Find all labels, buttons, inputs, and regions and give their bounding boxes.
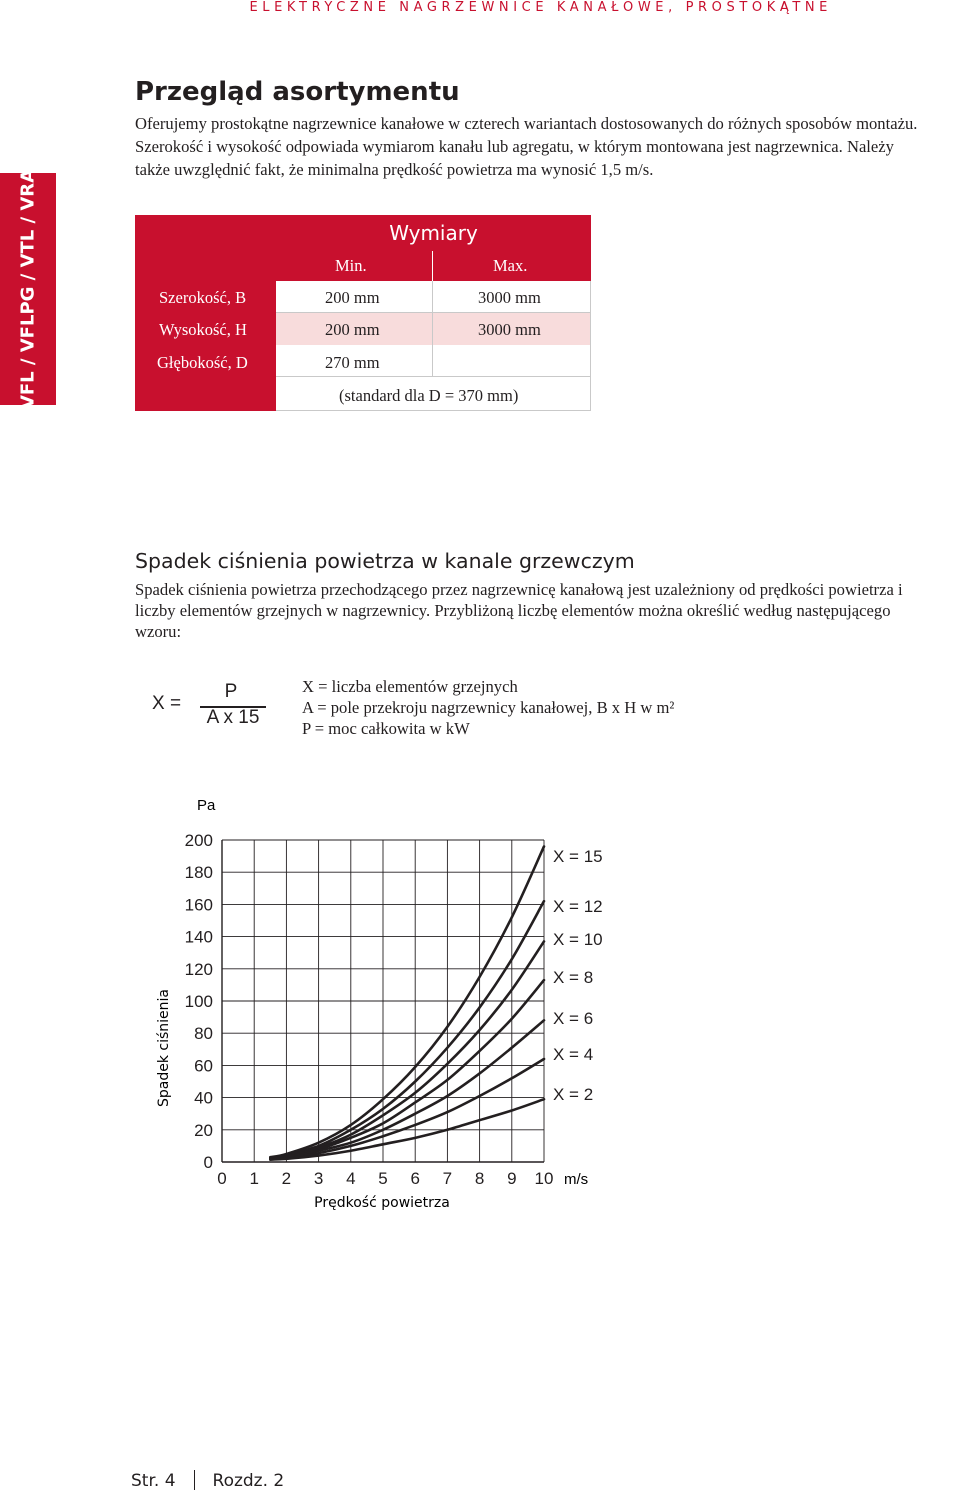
height-min: 200 mm <box>325 320 380 339</box>
y-tick-label: 40 <box>194 1088 213 1108</box>
formula-definitions <box>302 676 674 739</box>
x-tick-label: 2 <box>281 1169 292 1188</box>
table-row <box>276 281 591 313</box>
x-tick-label: 3 <box>313 1169 324 1188</box>
x-tick-label: 1 <box>249 1169 259 1188</box>
table-label-column <box>135 215 276 411</box>
row-label-width: Szerokość, B <box>159 288 247 307</box>
series-line <box>270 980 544 1159</box>
col-max-header: Max. <box>493 256 528 275</box>
pressure-title: Spadek ciśnienia powietrza w kanale grzewczym <box>135 549 635 573</box>
chart-series <box>270 846 544 1159</box>
page-header: ELEKTRYCZNE NAGRZEWNICE KANAŁOWE, PROSTOKĄTNE <box>249 0 832 15</box>
height-max: 3000 mm <box>478 320 541 339</box>
y-tick-label: 0 <box>203 1153 213 1172</box>
col-min-header: Min. <box>335 256 367 275</box>
page-footer <box>131 1470 284 1491</box>
y-axis-title: Spadek ciśnienia <box>156 988 172 1108</box>
series-label: X = 12 <box>553 897 603 916</box>
y-tick-label: 140 <box>184 927 213 947</box>
formula-lhs: X = <box>152 693 182 714</box>
x-tick-label: 0 <box>217 1169 227 1188</box>
y-unit-label: Pa <box>197 797 216 814</box>
footer-separator <box>194 1470 195 1490</box>
x-tick-label: 9 <box>507 1169 517 1188</box>
x-unit-label: m/s <box>564 1171 589 1188</box>
width-max: 3000 mm <box>478 288 541 307</box>
side-tab-label: VFL / VFLPG / VTL / VRA <box>17 168 39 410</box>
chart-labels <box>185 831 603 1188</box>
series-label: X = 4 <box>553 1045 594 1064</box>
y-tick-label: 180 <box>184 863 213 883</box>
pressure-text: Spadek ciśnienia powietrza przechodzącego przez nagrzewnicę kanałową jest uzależniony od prędkości powietrza i liczby elementów grzejnych w nagrzewnicy. Przybliżoną liczbę elementów można określić według następującego wzoru: <box>135 580 903 641</box>
series-label: X = 6 <box>553 1009 594 1028</box>
row-label-depth: Głębokość, D <box>157 353 248 372</box>
formula-numerator: P <box>224 681 238 702</box>
y-tick-label: 60 <box>194 1056 213 1076</box>
width-min: 200 mm <box>325 288 380 307</box>
x-tick-label: 10 <box>534 1169 554 1188</box>
y-tick-label: 200 <box>184 831 213 850</box>
depth-note: (standard dla D = 370 mm) <box>339 386 519 405</box>
x-tick-label: 8 <box>474 1169 485 1188</box>
page-number: Str. 4 <box>131 1471 176 1491</box>
series-label: X = 10 <box>553 930 603 949</box>
y-tick-label: 100 <box>184 992 213 1011</box>
dimensions-table <box>135 215 591 411</box>
depth-min: 270 mm <box>325 353 380 372</box>
y-tick-label: 160 <box>184 895 213 915</box>
table-title: Wymiary <box>389 221 478 245</box>
formula <box>150 676 710 746</box>
product-side-tab <box>0 168 56 410</box>
section-number: Rozdz. 2 <box>212 1471 285 1491</box>
series-label: X = 2 <box>553 1085 594 1104</box>
pressure-drop-chart <box>0 780 960 1220</box>
table-row <box>276 345 591 377</box>
row-label-height: Wysokość, H <box>159 320 247 339</box>
definition-a: A = pole przekroju nagrzewnicy kanałowej, B x H w m² <box>302 698 675 717</box>
series-label: X = 8 <box>553 968 594 987</box>
definition-x: X = liczba elementów grzejnych <box>302 677 518 696</box>
x-tick-label: 7 <box>442 1169 453 1188</box>
y-tick-label: 120 <box>184 959 213 979</box>
formula-denominator: A x 15 <box>206 707 260 728</box>
overview-text: Oferujemy prostokątne nagrzewnice kanałowe w czterech wariantach dostosowanych do różnych sposobów montażu. Szerokość i wysokość odpowiada wymiarom kanału lub agregatu, w którym montowana jest nagrzewnica. Należy także uwzględnić fakt, że minimalna prędkość powietrza ma wynosić 1,5 m/s. <box>135 114 918 179</box>
table-row <box>276 313 591 345</box>
overview-title: Przegląd asortymentu <box>135 77 460 107</box>
chart-grid <box>222 840 544 1162</box>
x-tick-label: 6 <box>410 1169 420 1188</box>
x-axis-title: Prędkość powietrza <box>314 1195 450 1211</box>
series-label: X = 15 <box>553 847 603 866</box>
definition-p: P = moc całkowita w kW <box>302 719 470 738</box>
y-tick-label: 80 <box>194 1024 213 1044</box>
x-tick-label: 5 <box>378 1169 388 1188</box>
y-tick-label: 20 <box>194 1120 213 1140</box>
x-tick-label: 4 <box>346 1169 356 1188</box>
